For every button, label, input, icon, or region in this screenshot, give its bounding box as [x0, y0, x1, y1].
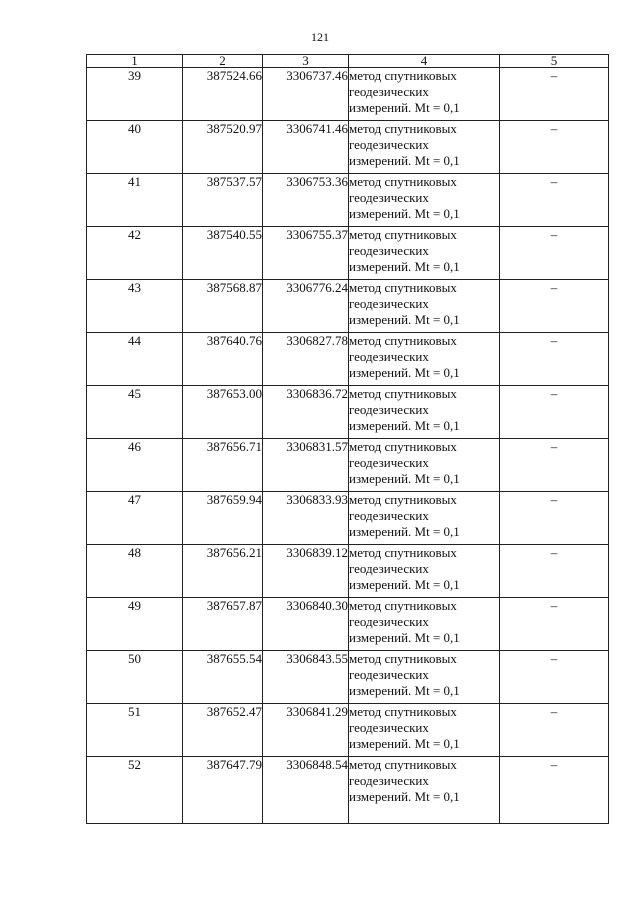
method-line: измерений. Mt = 0,1: [349, 630, 460, 645]
y-coordinate-cell: 3306753.36: [263, 174, 349, 227]
column-5-cell: –: [500, 280, 609, 333]
header-col-2: 2: [183, 55, 263, 68]
method-line: измерений. Mt = 0,1: [349, 418, 460, 433]
header-col-4: 4: [349, 55, 500, 68]
table-row: [87, 68, 609, 121]
method-line: геодезических: [349, 349, 429, 364]
table-row: [87, 545, 609, 598]
y-coordinate-cell: 3306833.93: [263, 492, 349, 545]
table-row: [87, 386, 609, 439]
method-line: измерений. Mt = 0,1: [349, 365, 460, 380]
column-5-cell: –: [500, 333, 609, 386]
table-row: [87, 439, 609, 492]
column-5-cell: –: [500, 704, 609, 757]
point-number-cell: 43: [87, 280, 183, 333]
method-line: метод спутниковых: [349, 386, 457, 401]
y-coordinate-cell: 3306776.24: [263, 280, 349, 333]
method-cell: [349, 545, 500, 598]
method-cell: [349, 68, 500, 121]
method-line: измерений. Mt = 0,1: [349, 259, 460, 274]
x-coordinate-cell: 387657.87: [183, 598, 263, 651]
method-line: геодезических: [349, 402, 429, 417]
method-line: геодезических: [349, 667, 429, 682]
x-coordinate-cell: 387537.57: [183, 174, 263, 227]
point-number-cell: 39: [87, 68, 183, 121]
coordinates-table: [86, 54, 609, 824]
column-5-cell: –: [500, 757, 609, 824]
column-5-cell: –: [500, 227, 609, 280]
x-coordinate-cell: 387568.87: [183, 280, 263, 333]
column-5-cell: –: [500, 598, 609, 651]
method-line: геодезических: [349, 190, 429, 205]
x-coordinate-cell: 387540.55: [183, 227, 263, 280]
method-line: геодезических: [349, 296, 429, 311]
method-line: метод спутниковых: [349, 651, 457, 666]
table-row: [87, 333, 609, 386]
point-number-cell: 47: [87, 492, 183, 545]
y-coordinate-cell: 3306827.78: [263, 333, 349, 386]
y-coordinate-cell: 3306831.57: [263, 439, 349, 492]
method-line: измерений. Mt = 0,1: [349, 153, 460, 168]
method-line: измерений. Mt = 0,1: [349, 789, 460, 804]
method-line: измерений. Mt = 0,1: [349, 577, 460, 592]
table-row: [87, 651, 609, 704]
table-header-row: [87, 55, 609, 68]
method-cell: [349, 121, 500, 174]
method-line: геодезических: [349, 773, 429, 788]
y-coordinate-cell: 3306839.12: [263, 545, 349, 598]
method-line: измерений. Mt = 0,1: [349, 312, 460, 327]
table-row: [87, 757, 609, 824]
method-cell: [349, 598, 500, 651]
column-5-cell: –: [500, 386, 609, 439]
method-cell: [349, 227, 500, 280]
page-number: 121: [311, 30, 329, 44]
y-coordinate-cell: 3306755.37: [263, 227, 349, 280]
point-number-cell: 49: [87, 598, 183, 651]
method-line: метод спутниковых: [349, 492, 457, 507]
y-coordinate-cell: 3306841.29: [263, 704, 349, 757]
method-line: метод спутниковых: [349, 280, 457, 295]
method-cell: [349, 651, 500, 704]
x-coordinate-cell: 387656.71: [183, 439, 263, 492]
table-row: [87, 704, 609, 757]
point-number-cell: 45: [87, 386, 183, 439]
method-line: измерений. Mt = 0,1: [349, 100, 460, 115]
method-line: метод спутниковых: [349, 704, 457, 719]
point-number-cell: 42: [87, 227, 183, 280]
method-line: измерений. Mt = 0,1: [349, 206, 460, 221]
method-line: геодезических: [349, 84, 429, 99]
method-cell: [349, 280, 500, 333]
method-line: измерений. Mt = 0,1: [349, 524, 460, 539]
table-row: [87, 227, 609, 280]
method-line: метод спутниковых: [349, 757, 457, 772]
method-line: геодезических: [349, 243, 429, 258]
column-5-cell: –: [500, 121, 609, 174]
x-coordinate-cell: 387659.94: [183, 492, 263, 545]
header-col-3: 3: [263, 55, 349, 68]
method-line: геодезических: [349, 455, 429, 470]
method-line: геодезических: [349, 561, 429, 576]
method-line: метод спутниковых: [349, 545, 457, 560]
y-coordinate-cell: 3306840.30: [263, 598, 349, 651]
point-number-cell: 50: [87, 651, 183, 704]
point-number-cell: 41: [87, 174, 183, 227]
x-coordinate-cell: 387640.76: [183, 333, 263, 386]
y-coordinate-cell: 3306737.46: [263, 68, 349, 121]
table-row: [87, 280, 609, 333]
point-number-cell: 52: [87, 757, 183, 824]
method-line: геодезических: [349, 137, 429, 152]
method-cell: [349, 704, 500, 757]
y-coordinate-cell: 3306843.55: [263, 651, 349, 704]
column-5-cell: –: [500, 651, 609, 704]
table-row: [87, 121, 609, 174]
header-col-5: 5: [500, 55, 609, 68]
method-line: геодезических: [349, 614, 429, 629]
method-line: метод спутниковых: [349, 68, 457, 83]
y-coordinate-cell: 3306848.54: [263, 757, 349, 824]
point-number-cell: 48: [87, 545, 183, 598]
method-line: метод спутниковых: [349, 121, 457, 136]
method-line: геодезических: [349, 508, 429, 523]
method-cell: [349, 757, 500, 824]
method-line: метод спутниковых: [349, 333, 457, 348]
column-5-cell: –: [500, 492, 609, 545]
point-number-cell: 40: [87, 121, 183, 174]
point-number-cell: 44: [87, 333, 183, 386]
x-coordinate-cell: 387656.21: [183, 545, 263, 598]
method-cell: [349, 492, 500, 545]
table-row: [87, 174, 609, 227]
method-line: измерений. Mt = 0,1: [349, 471, 460, 486]
y-coordinate-cell: 3306741.46: [263, 121, 349, 174]
x-coordinate-cell: 387655.54: [183, 651, 263, 704]
method-cell: [349, 439, 500, 492]
table-row: [87, 492, 609, 545]
column-5-cell: –: [500, 68, 609, 121]
method-cell: [349, 333, 500, 386]
table-body: [87, 68, 609, 824]
method-line: метод спутниковых: [349, 439, 457, 454]
method-cell: [349, 174, 500, 227]
method-line: измерений. Mt = 0,1: [349, 683, 460, 698]
method-line: метод спутниковых: [349, 227, 457, 242]
x-coordinate-cell: 387653.00: [183, 386, 263, 439]
table-row: [87, 598, 609, 651]
point-number-cell: 51: [87, 704, 183, 757]
column-5-cell: –: [500, 439, 609, 492]
column-5-cell: –: [500, 545, 609, 598]
y-coordinate-cell: 3306836.72: [263, 386, 349, 439]
method-line: геодезических: [349, 720, 429, 735]
column-5-cell: –: [500, 174, 609, 227]
header-col-1: 1: [87, 55, 183, 68]
x-coordinate-cell: 387652.47: [183, 704, 263, 757]
method-line: измерений. Mt = 0,1: [349, 736, 460, 751]
method-line: метод спутниковых: [349, 598, 457, 613]
method-line: метод спутниковых: [349, 174, 457, 189]
x-coordinate-cell: 387524.66: [183, 68, 263, 121]
x-coordinate-cell: 387647.79: [183, 757, 263, 824]
point-number-cell: 46: [87, 439, 183, 492]
x-coordinate-cell: 387520.97: [183, 121, 263, 174]
method-cell: [349, 386, 500, 439]
